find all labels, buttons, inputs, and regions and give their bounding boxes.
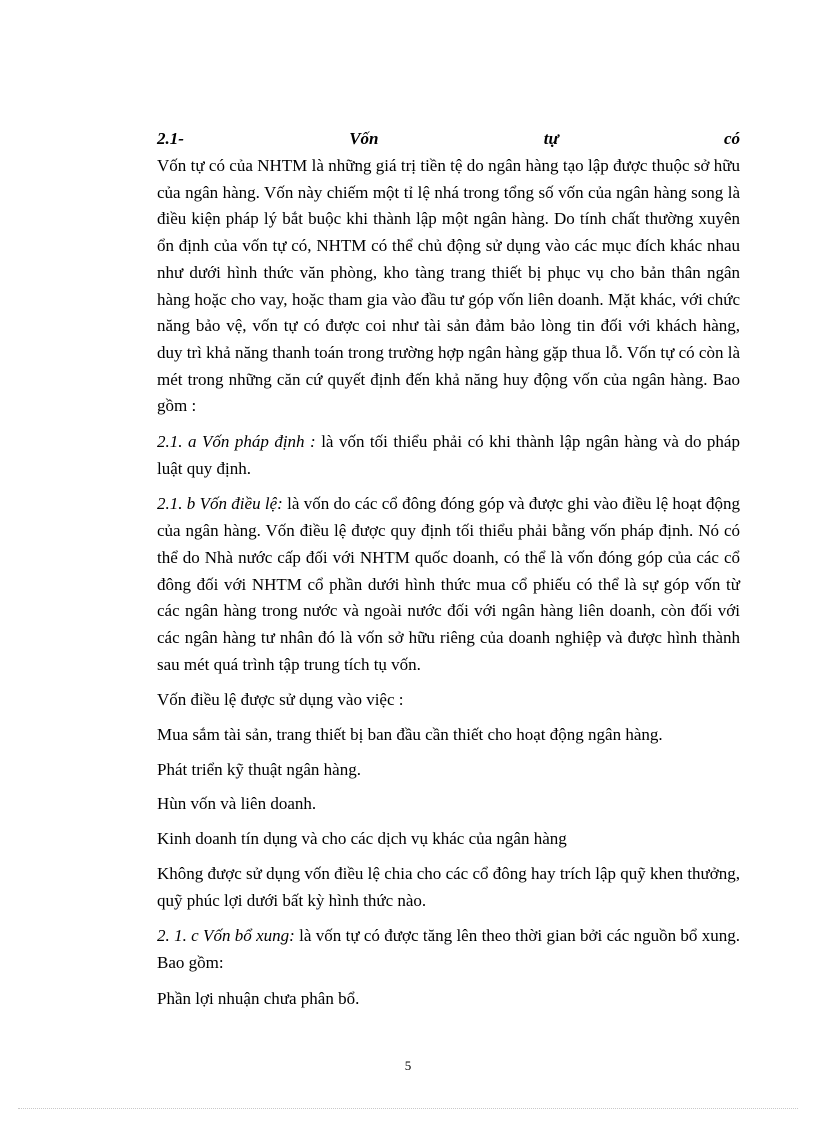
subsection-c-body: là vốn tự có được tăng lên theo thời gian bởi các nguồn bổ xung. Bao gồm: xyxy=(157,926,741,972)
document-body xyxy=(157,128,740,1020)
heading-word-1: Vốn xyxy=(349,129,379,148)
restriction-text: Không được sử dụng vốn điều lệ chia cho các cổ đông hay trích lập quỹ khen thưởng, quỹ phúc lợi dưới bất kỳ hình thức nào. xyxy=(157,863,740,910)
intro-paragraph xyxy=(157,153,740,420)
list-item xyxy=(157,687,740,714)
subsection-a-body: là vốn tối thiểu phải có khi thành lập ngân hàng và do pháp luật quy định. xyxy=(157,432,740,478)
heading-word-2: tự xyxy=(543,129,559,148)
subsection-b-title: 2.1. b Vốn điều lệ: xyxy=(157,494,283,514)
subsection-b xyxy=(157,491,740,678)
footer-divider xyxy=(18,1108,798,1109)
use-item-4: Kinh doanh tín dụng và cho các dịch vụ khác của ngân hàng xyxy=(157,829,567,849)
subsection-b-body: là vốn do các cổ đông đóng góp và được ghi vào điều lệ hoạt động của ngân hàng. Vốn điều lệ được quy định tối thiểu phải bằng vốn pháp định. Nó có thể do Nhà nước cấp đối với NHTM quốc doanh, có thể là vốn đóng góp của các cổ đông đối với NHTM cổ phần dưới hình thức mua cổ phiếu có thể là sự góp vốn từ các ngân hàng trong nước và ngoài nước đối với ngân hàng liên doanh, còn đối với các ngân hàng tư nhân đó là vốn sở hữu riêng của doanh nghiệp và được hình thành sau mét quá trình tập trung tích tụ vốn. xyxy=(157,494,740,674)
list-item xyxy=(157,757,740,784)
list-item xyxy=(157,722,740,749)
heading-word-3: có xyxy=(723,129,740,148)
use-item-2: Phát triển kỹ thuật ngân hàng. xyxy=(157,759,361,779)
use-item-3: Hùn vốn và liên doanh. xyxy=(157,794,317,814)
list-item xyxy=(157,826,740,853)
subsection-c-title: 2. 1. c Vốn bổ xung: xyxy=(157,926,295,946)
subsection-b-text xyxy=(157,491,740,678)
use-item-1: Mua sắm tài sản, trang thiết bị ban đầu cần thiết cho hoạt động ngân hàng. xyxy=(157,725,663,745)
c-item-1: Phần lợi nhuận chưa phân bổ. xyxy=(157,988,360,1008)
subsection-a-text xyxy=(157,429,740,482)
page-number: 5 xyxy=(404,1058,412,1073)
subsection-c xyxy=(157,923,740,976)
use-intro: Vốn điều lệ được sử dụng vào việc : xyxy=(157,690,404,710)
heading-number: 2.1- xyxy=(157,129,184,148)
subsection-a-title: 2.1. a Vốn pháp định : xyxy=(157,432,316,452)
subsection-c-text xyxy=(157,923,740,976)
subsection-a xyxy=(157,429,740,482)
list-item xyxy=(157,986,740,1013)
restriction-paragraph xyxy=(157,861,740,914)
list-item xyxy=(157,791,740,818)
intro-text: Vốn tự có của NHTM là những giá trị tiền tệ do ngân hàng tạo lập được thuộc sở hữu của ngân hàng. Vốn này chiếm một tỉ lệ nhá trong tổng số vốn của ngân hàng song là điều kiện pháp lý bắt buộc khi thành lập một ngân hàng. Do tính chất thường xuyên ổn định của vốn tự có, NHTM có thể chủ động sử dụng vào các mục đích khác nhau như dưới hình thức văn phòng, kho tàng trang thiết bị phục vụ cho bản thân ngân hàng hoặc cho vay, hoặc tham gia vào đầu tư góp vốn liên doanh. Mặt khác, với chức năng bảo vệ, vốn tự có được coi như tài sản đảm bảo lòng tin đối với khách hàng, duy trì khả năng thanh toán trong trường hợp ngân hàng gặp thua lỗ. Vốn tự có còn là mét trong những căn cứ quyết định đến khả năng huy động vốn của ngân hàng. Bao gồm : xyxy=(157,156,740,416)
section-heading xyxy=(157,128,740,150)
